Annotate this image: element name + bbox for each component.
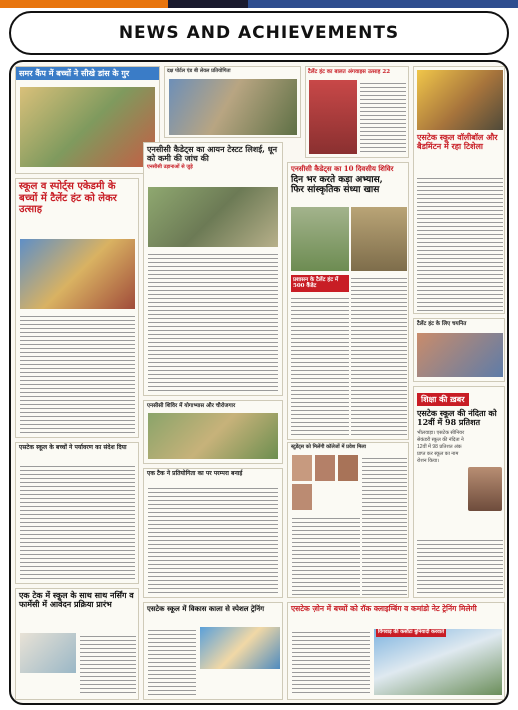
clip-headline: एनसीसी कैडेट्स का आयन टेस्टट लिशई, धून को कमी की जांच की bbox=[147, 144, 278, 164]
top-bar-blue bbox=[248, 0, 518, 8]
title-box bbox=[9, 11, 509, 55]
clip-photo bbox=[148, 413, 278, 459]
clip-headline: एनसीसी शिविर में योगाभ्यास और चौरोजगार bbox=[147, 403, 236, 409]
clip-ncc-camp bbox=[287, 162, 409, 440]
clip-students-college bbox=[287, 442, 409, 598]
student-photo bbox=[338, 455, 358, 481]
clip-rock-climbing bbox=[287, 602, 505, 700]
page-title: NEWS AND ACHIEVEMENTS bbox=[118, 23, 400, 43]
clip-photo bbox=[148, 187, 278, 247]
clip-badge: शिक्षा की ख़बर bbox=[417, 393, 469, 406]
top-color-bar bbox=[0, 0, 518, 8]
clip-headline: दक्ष पोर्टल एंड बी लेवल प्रतियोगिता bbox=[167, 68, 231, 74]
student-photo bbox=[315, 455, 335, 481]
clip-photo bbox=[374, 629, 502, 695]
clip-headline: स्कूल व स्पोर्ट्स एकेडमी के बच्चों में टैलेंट हंट को लेकर उत्साह bbox=[19, 181, 117, 215]
clip-ncc-cadets bbox=[143, 142, 283, 396]
clip-headline: एसटेक ज़ोन में बच्चों को रॉक क्लाइम्बिंग व कमांडो नेट ट्रेनिंग मिलेगी bbox=[291, 604, 477, 613]
clip-headline: टैलेंट हंट का बालत अंगवाइस उत्साह 22 bbox=[308, 69, 391, 75]
clip-text-lines bbox=[20, 463, 135, 579]
clip-badge: प्रशासन के टैलेंट हंट में 500 कैंडेट bbox=[291, 275, 349, 292]
clip-talent-hunt-selected bbox=[413, 318, 505, 382]
clip-text-lines-2 bbox=[351, 275, 407, 435]
clip-nandita-result bbox=[413, 386, 505, 598]
clip-ncc-yoga bbox=[143, 400, 283, 464]
clip-subheadline: एनसीसी उड़ानाओं से जुड़े bbox=[147, 164, 193, 171]
clip-photo bbox=[20, 239, 135, 309]
student-photo bbox=[292, 455, 312, 481]
clip-caption: विंगवाड़ की कसौटा बुनियादी करवाते bbox=[378, 629, 444, 635]
clip-headline: एनसीसी कैडेट्स का 10 दिवसीय शिविर bbox=[291, 164, 394, 173]
clip-text-lines bbox=[362, 455, 407, 595]
clip-text-lines bbox=[292, 629, 370, 695]
clip-text-lines bbox=[20, 313, 135, 433]
student-photo bbox=[292, 484, 312, 510]
clip-text-lines bbox=[417, 175, 503, 311]
clip-text-lines bbox=[148, 627, 196, 697]
clip-text-lines bbox=[417, 537, 503, 593]
clip-competition bbox=[143, 468, 283, 598]
clip-photo bbox=[20, 87, 155, 167]
clip-headline: स्टूडेंट्स को मिलेंगी कॉलेजों में प्रवेश मिला bbox=[291, 444, 366, 450]
clip-special-training bbox=[143, 602, 283, 700]
clip-photo bbox=[468, 467, 502, 511]
clip-talent-hunt bbox=[15, 178, 139, 438]
top-bar-dark bbox=[168, 0, 248, 8]
top-bar-orange bbox=[0, 0, 168, 8]
clip-nursing-admission bbox=[15, 588, 139, 700]
clip-text-lines bbox=[80, 633, 136, 695]
clip-lede: भीलवाड़ा। एसटेक सीनियर सेकंडरी स्कूल की नंदिता ने 12वीं में 98 प्रतिशत अंक प्राप्त कर स्कूल का नाम रोशन किया। bbox=[417, 429, 465, 464]
clip-headline: एसटेक स्कूल वॉलीबॉल और बैडमिंटन में रहा टिशेला bbox=[417, 132, 498, 152]
news-collage bbox=[9, 60, 509, 705]
clip-talent-hunt-photo bbox=[305, 66, 409, 158]
clip-photo bbox=[417, 333, 503, 377]
clip-headline-2: दिन भर करते कड़ा अभ्यास, bbox=[291, 175, 383, 186]
clip-headline: समर कैंप में बच्चों ने सीखे डांस के गुर bbox=[16, 67, 159, 80]
clip-headline: एक टेक में स्कूल के साथ साथ नर्सिंग व फार्मेसी में आवेदन प्रक्रिया प्रारंभ bbox=[19, 590, 134, 610]
clip-environment bbox=[15, 442, 139, 584]
clip-headline: एसटेक स्कूल के बच्चों ने पर्यावरण का संदेश दिया bbox=[19, 444, 127, 451]
clip-text-lines-2 bbox=[292, 515, 360, 595]
clip-headline: एक टैक ने प्रतियोगिता का पर परम्परा बनाई bbox=[147, 470, 243, 477]
clip-photo bbox=[169, 79, 297, 135]
clip-summer-camp bbox=[15, 66, 160, 174]
clip-text-lines bbox=[148, 485, 278, 593]
clip-photo bbox=[417, 70, 503, 130]
clip-text-lines bbox=[291, 295, 349, 435]
clip-photo bbox=[291, 207, 349, 271]
clip-headline: एसटेक स्कूल में विकास काला से स्पेशल ट्रेनिंग bbox=[147, 604, 265, 613]
clip-headline: एसटेक स्कूल की नंदिता को 12वीं में 98 प्रतिशत bbox=[417, 408, 497, 428]
clip-photo bbox=[200, 627, 280, 669]
clip-text-lines bbox=[360, 80, 406, 154]
clip-photo bbox=[309, 80, 357, 154]
clip-headline-3: फिर सांस्कृतिक संध्या खास bbox=[291, 185, 380, 196]
clip-text-lines bbox=[148, 251, 278, 391]
clip-science-exhibition bbox=[164, 66, 301, 138]
clip-photo bbox=[20, 633, 76, 673]
clip-volleyball-badminton bbox=[413, 66, 505, 314]
clip-photo-2 bbox=[351, 207, 407, 271]
clip-headline: टैलेंट हंट के लिए चयनित bbox=[417, 321, 467, 327]
